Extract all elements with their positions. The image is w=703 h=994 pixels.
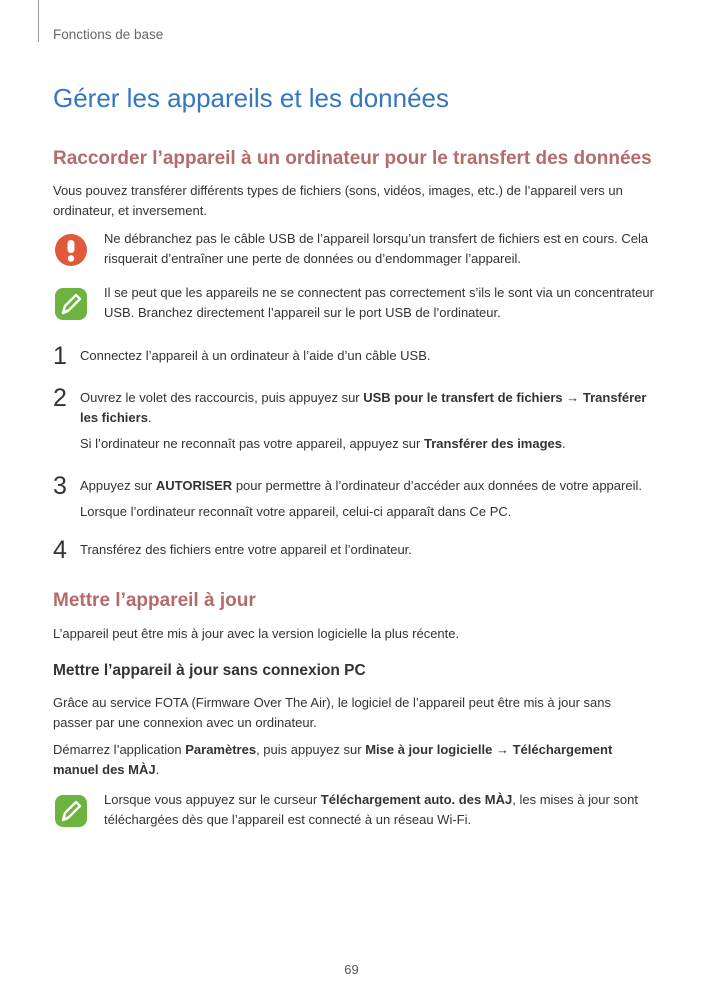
step-subtext: Lorsque l’ordinateur reconnaît votre appareil, celui-ci apparaît dans Ce PC. (80, 504, 512, 519)
settings-paragraph: Démarrez l’application Paramètres, puis appuyez sur Mise à jour logicielle → Téléchargement manuel des MÀJ. (53, 742, 613, 777)
menu-label: Téléchargement auto. des MÀJ (320, 792, 513, 807)
step-number: 3 (53, 472, 67, 500)
step-text: Connectez l’appareil à un ordinateur à l’aide d’un câble USB. (80, 348, 431, 363)
menu-label: Transférer les fichiers (80, 390, 647, 425)
page-number: 69 (344, 962, 359, 977)
transfer-intro: Vous pouvez transférer différents types de fichiers (sons, vidéos, images, etc.) de l’appareil vers un ordinateur, et inversement. (53, 183, 623, 218)
fota-paragraph: Grâce au service FOTA (Firmware Over The Air), le logiciel de l’appareil peut être mis à jour sans passer par une connexion avec un ordinateur. (53, 695, 612, 730)
step-text: Transférez des fichiers entre votre appareil et l’ordinateur. (80, 542, 412, 557)
step-text: Appuyez sur AUTORISER pour permettre à l’ordinateur d’accéder aux données de votre appareil. (80, 478, 642, 493)
section-heading-transfer: Raccorder l’appareil à un ordinateur pour le transfert des données (53, 148, 652, 169)
step-subtext: Si l’ordinateur ne reconnaît pas votre appareil, appuyez sur Transférer des images. (80, 436, 566, 451)
warning-text: Ne débranchez pas le câble USB de l’appareil lorsqu’un transfert de fichiers est en cours. Cela risquerait d’entraîner une perte de données ou d’endommager l’appareil. (104, 231, 649, 266)
menu-label: Transférer des images (423, 436, 563, 451)
menu-label: Mise à jour logicielle (365, 742, 493, 757)
step-text: Ouvrez le volet des raccourcis, puis appuyez sur USB pour le transfert de fichiers → Transférer les fichiers. (80, 390, 647, 425)
menu-label: Paramètres (185, 742, 257, 757)
note-pencil-icon (54, 287, 88, 321)
note-pencil-icon (54, 794, 88, 828)
step-number: 1 (53, 342, 67, 370)
step-number: 4 (53, 536, 67, 564)
subheading-no-pc: Mettre l’appareil à jour sans connexion PC (53, 662, 366, 679)
header-rule (38, 0, 39, 42)
note-text: Il se peut que les appareils ne se connectent pas correctement s’ils le sont via un concentrateur USB. Branchez directement l’appareil sur le port USB de l’ordinateur. (104, 285, 654, 320)
section-header: Fonctions de base (53, 27, 164, 42)
warning-icon (54, 233, 88, 267)
menu-label: AUTORISER (155, 478, 233, 493)
page-title: Gérer les appareils et les données (53, 83, 450, 113)
menu-label: USB pour le transfert de fichiers (363, 390, 563, 405)
step-number: 2 (53, 384, 67, 412)
section-heading-update: Mettre l’appareil à jour (53, 590, 256, 611)
update-intro: L’appareil peut être mis à jour avec la version logicielle la plus récente. (53, 626, 460, 641)
menu-label: Téléchargement manuel des MÀJ (53, 742, 613, 777)
note-text: Lorsque vous appuyez sur le curseur Téléchargement auto. des MÀJ, les mises à jour sont téléchargées dès que l’appareil est connecté à un réseau Wi-Fi. (104, 792, 638, 827)
